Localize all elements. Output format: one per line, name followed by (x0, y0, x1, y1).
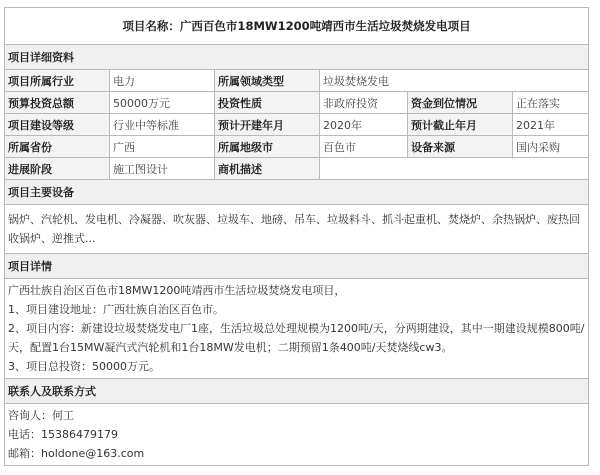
project-line: 广西壮族自治区百色市18MW1200吨靖西市生活垃圾焚烧发电项目， (8, 284, 346, 297)
invest-nature-value: 非政府投资 (320, 92, 408, 114)
province-label: 所属省份 (5, 136, 110, 158)
domain-label: 所属领域类型 (215, 70, 320, 92)
project-line: 2、项目内容：新建设垃圾焚烧发电厂1座，生活垃圾总处理规模为1200吨/天，分两期建设，其中一期建设规模800吨/天，配置1台15MW凝汽式汽轮机和1台18MW发电机；二期预留1条400吨/天焚烧线cw3。 (8, 322, 585, 354)
funding-value: 正在落实 (513, 92, 589, 114)
level-label: 项目建设等级 (5, 114, 110, 136)
invest-nature-label: 投资性质 (215, 92, 320, 114)
contact-email: 邮箱：holdone@163.com (8, 447, 145, 460)
start-label: 预计开建年月 (215, 114, 320, 136)
industry-value: 电力 (110, 70, 215, 92)
city-label: 所属地级市 (215, 136, 320, 158)
end-value: 2021年 (513, 114, 589, 136)
project-line: 1、项目建设地址：广西壮族自治区百色市。 (8, 303, 224, 316)
equipment-text: 锅炉、汽轮机、发电机、冷凝器、吹灰器、垃圾车、地磅、吊车、垃圾料斗、抓斗起重机、焚烧炉、余热锅炉、废热回收锅炉、逆推式... (5, 205, 589, 254)
source-value: 国内采购 (513, 136, 589, 158)
desc-label: 商机描述 (215, 158, 320, 180)
province-value: 广西 (110, 136, 215, 158)
budget-value: 50000万元 (110, 92, 215, 114)
contact-heading: 联系人及联系方式 (5, 379, 589, 404)
city-value: 百色市 (320, 136, 408, 158)
project-details (5, 279, 589, 379)
project-info-sheet (4, 7, 588, 466)
budget-label: 预算投资总额 (5, 92, 110, 114)
project-table (4, 7, 589, 466)
project-heading: 项目详情 (5, 254, 589, 279)
level-value: 行业中等标准 (110, 114, 215, 136)
source-label: 设备来源 (408, 136, 513, 158)
end-label: 预计截止年月 (408, 114, 513, 136)
stage-label: 进展阶段 (5, 158, 110, 180)
funding-label: 资金到位情况 (408, 92, 513, 114)
industry-label: 项目所属行业 (5, 70, 110, 92)
project-line: 3、项目总投资：50000万元。 (8, 360, 160, 373)
start-value: 2020年 (320, 114, 408, 136)
contact-person: 咨询人：何工 (8, 409, 74, 422)
contact-phone: 电话：15386479179 (8, 428, 118, 441)
equipment-heading: 项目主要设备 (5, 180, 589, 205)
page-title: 项目名称：广西百色市18MW1200吨靖西市生活垃圾焚烧发电项目 (5, 8, 589, 45)
stage-value: 施工图设计 (110, 158, 215, 180)
contact-details (5, 404, 589, 466)
details-heading: 项目详细资料 (5, 45, 589, 70)
domain-value: 垃圾焚烧发电 (320, 70, 589, 92)
desc-value (320, 158, 589, 180)
